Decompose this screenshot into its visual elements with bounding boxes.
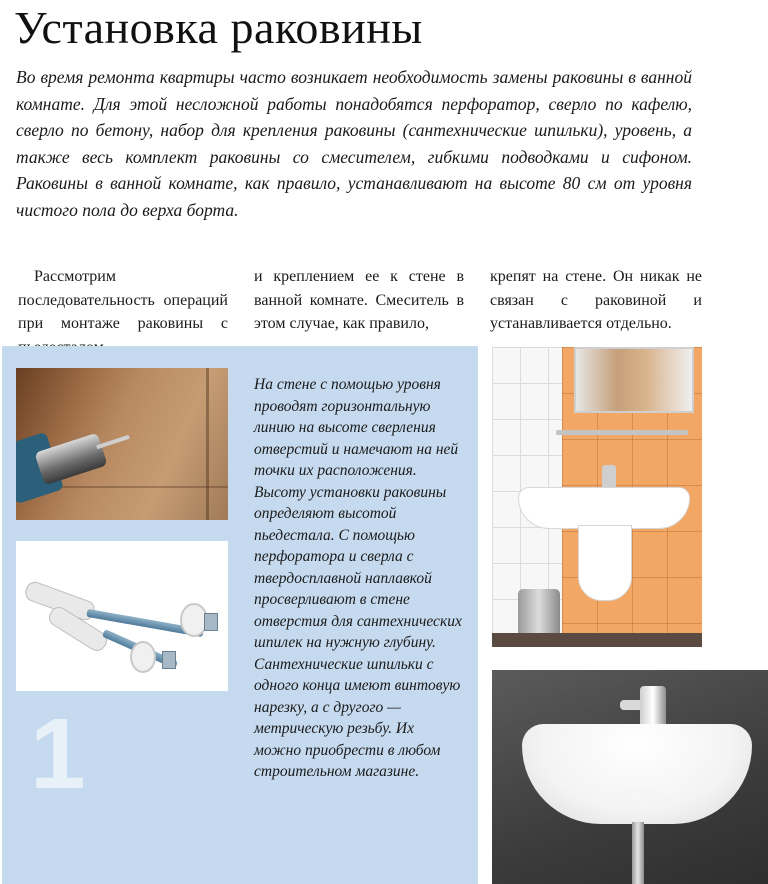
floor: [492, 633, 702, 647]
drain-pipe: [632, 822, 644, 884]
drill-photo: [16, 368, 228, 520]
text-column-3: крепят на стене. Он никак не связан с раковиной и устанавливается отдельно.: [490, 268, 702, 332]
towel-rail: [556, 430, 688, 435]
sink-closeup-photo: [492, 670, 768, 884]
nut: [204, 613, 218, 631]
page-title: Установка раковины: [14, 2, 423, 53]
bathroom-photo: [492, 347, 702, 647]
step-description: На стене с помощью уровня проводят горизонтальную линию на высоте сверления отверстий и намечают на ней точки их расположения. Высоту установки раковины определяют высотой пьедестала. С помощью перфоратора и сверла с твердосплавной наплавкой просверливают в стене отверстия для сантехнических шпилек на нужную глубину. Сантехнические шпильки с одного конца имеют винтовую нарезку, а с другого — метрическую резьбу. Их можно приобрести в любом строительном магазине.: [254, 376, 462, 780]
sink-pedestal: [578, 525, 632, 601]
intro-paragraph: Во время ремонта квартиры часто возникает необходимость замены раковины в ванной комнате. Для этой несложной работы понадобятся перфоратор, сверло по кафелю, сверло по бетону, набор для крепления раковины (сантехнические шпильки), уровень, а также весь комплект раковины со смесителем, гибкими подводками и сифоном. Раковины в ванной комнате, как правило, устанавливают на высоте 80 см от уровня чистого пола до верха борта.: [16, 67, 692, 220]
faucet: [602, 465, 616, 489]
drill-bit: [96, 435, 130, 449]
tile-joint: [206, 368, 209, 520]
anchors-photo: [16, 541, 228, 691]
step-number: 1: [30, 698, 86, 810]
sink-basin: [518, 487, 690, 529]
mirror: [574, 347, 694, 413]
washer: [130, 641, 156, 673]
nut: [162, 651, 176, 669]
sink-basin: [522, 724, 752, 824]
text-column-2: и креплением ее к стене в ванной комнате. Смеситель в этом случае, как правило,: [254, 268, 464, 332]
text-column-1: Рассмотрим последовательность операций при монтаже раковины с: [18, 268, 228, 332]
